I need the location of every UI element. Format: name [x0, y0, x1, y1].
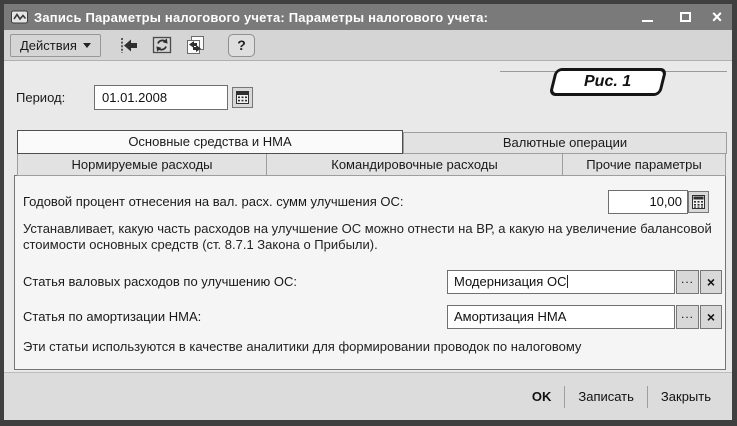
calculator-button[interactable] — [688, 191, 709, 213]
percent-hint-text: Устанавливает, какую часть расходов на улучшение ОС можно отнести на ВР, а какую на увеличение балансовой стоимости основных средств (ст. 8.7.1 Закона о Прибыли). — [23, 221, 712, 252]
amortization-clear-button[interactable]: × — [700, 305, 722, 329]
figure-annotation-label: Рис. 1 — [584, 73, 632, 90]
calculator-icon — [692, 195, 705, 209]
tab-row-2 — [17, 153, 727, 176]
tab-fixed-assets-nma[interactable]: Основные средства и НМА — [17, 130, 403, 154]
calendar-picker-button[interactable] — [232, 87, 253, 108]
gross-expense-item-label: Статья валовых расходов по улучшению ОС: — [23, 274, 297, 289]
minimize-button[interactable] — [636, 4, 658, 30]
minimize-icon — [642, 13, 653, 22]
form-area — [4, 61, 732, 372]
period-date-input[interactable]: 01.01.2008 — [94, 85, 228, 110]
figure-annotation — [549, 68, 668, 96]
dropdown-arrow-icon — [83, 43, 91, 48]
toolbar-separator — [101, 30, 115, 60]
tab-currency-operations[interactable]: Валютные операции — [403, 132, 727, 154]
gross-expense-item-value: Модернизация ОС — [454, 274, 567, 289]
toolbar — [4, 30, 732, 61]
amortization-item-label: Статья по амортизации НМА: — [23, 309, 202, 324]
period-label: Период: — [16, 90, 66, 105]
amortization-item-value: Амортизация НМА — [454, 309, 567, 324]
tab-travel-expenses[interactable]: Командировочные расходы — [266, 153, 563, 176]
record-icon — [11, 10, 28, 24]
window-title: Запись Параметры налогового учета: Параметры налогового учета: — [34, 9, 489, 25]
actions-menu-label: Действия — [20, 37, 77, 53]
actions-menu-button[interactable] — [10, 34, 101, 57]
go-to-list-button[interactable] — [115, 33, 143, 57]
footer-button-bar — [4, 372, 732, 420]
tab-content-panel — [14, 175, 726, 370]
go-to-list-icon — [118, 36, 140, 55]
amortization-item-input[interactable] — [447, 305, 675, 329]
items-usage-hint-text: Эти статьи используются в качестве аналитики для формировании проводок по налоговому — [23, 339, 582, 354]
gross-expense-clear-button[interactable]: × — [700, 270, 722, 294]
annual-percent-input[interactable]: 10,00 — [608, 190, 688, 214]
close-button[interactable]: × — [711, 7, 723, 27]
help-button[interactable]: ? — [228, 34, 255, 57]
gross-expense-item-input[interactable] — [447, 270, 675, 294]
close-form-button[interactable]: Закрыть — [648, 384, 724, 410]
calendar-icon — [236, 91, 249, 104]
ok-button[interactable]: OK — [519, 384, 565, 410]
gross-expense-lookup-button[interactable] — [676, 270, 699, 294]
pages-arrows-icon — [183, 35, 207, 55]
save-button[interactable]: Записать — [565, 384, 647, 410]
maximize-button[interactable] — [674, 4, 696, 30]
titlebar — [4, 4, 732, 30]
text-caret — [567, 275, 568, 288]
annual-percent-label: Годовой процент отнесения на вал. расх. сумм улучшения ОС: — [23, 194, 404, 209]
amortization-lookup-button[interactable] — [676, 305, 699, 329]
ellipsis-icon: ... — [680, 307, 694, 321]
tab-normalized-expenses[interactable]: Нормируемые расходы — [17, 153, 267, 176]
refresh-icon — [151, 35, 173, 55]
tab-other-parameters[interactable]: Прочие параметры — [562, 153, 726, 176]
toolbar-separator — [214, 30, 228, 60]
refresh-button[interactable] — [148, 33, 176, 57]
reread-button[interactable] — [181, 33, 209, 57]
maximize-icon — [680, 12, 691, 22]
ellipsis-icon: ... — [680, 272, 694, 286]
